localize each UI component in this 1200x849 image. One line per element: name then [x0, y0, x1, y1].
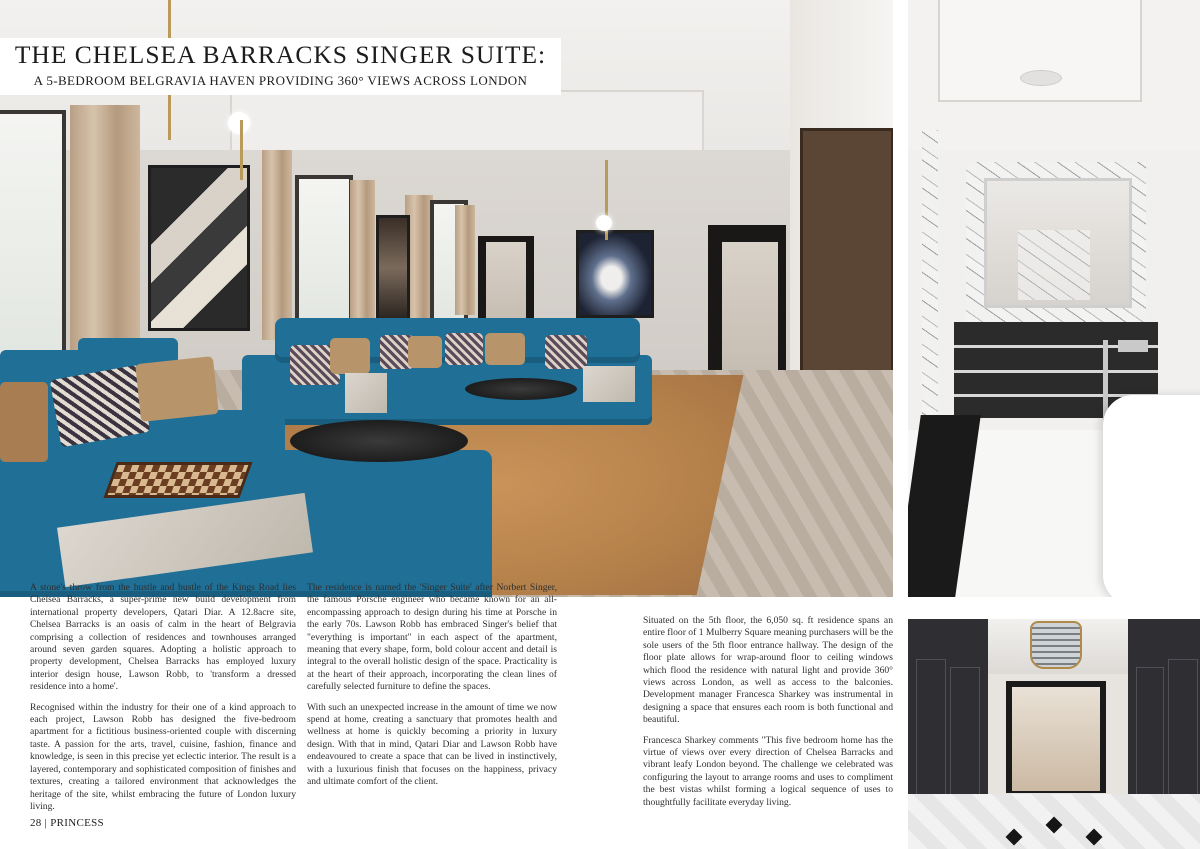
left-window: [0, 110, 66, 368]
curtain: [455, 205, 475, 315]
freestanding-bathtub: [1103, 395, 1200, 597]
chess-board: [103, 462, 252, 498]
paragraph: A stone's throw from the hustle and bustle of the Kings Road lies Chelsea Barracks, a super-prime new build development from international property developers, Qatari Diar. A 12.8acre site, Chelsea Barracks is an oasis of calm in the heart of Belgravia comprising a collection of residences and townhouses arranged around seven garden squares. Adopting a holistic approach to property development, Chelsea Barracks has employed luxury interior design house, Lawson Robb, to 'transform a dressed residence into a home'.: [30, 582, 296, 693]
tan-cushion: [135, 356, 219, 422]
paragraph: Recognised within the industry for their one of a kind approach to each project, Lawson Robb has designed the five-bedroom apartment for a fictitious business-oriented couple with discerning taste. A passion for the arts, travel, cuisine, fashion, finance and knowledge, is seen in this precise yet eclectic interior. The result is a layered, contemporary and sophisticated composition of finishes and textures, creating a tailored environment that acknowledges the heritage of the site, whilst embracing the future of London luxury living.: [30, 701, 296, 812]
artwork-small: [376, 215, 410, 321]
doorway-view-lounge: [1012, 687, 1100, 791]
doorway-view: [722, 242, 778, 372]
paragraph: Situated on the 5th floor, the 6,050 sq. ft residence spans an entire floor of 1 Mulberry Square meaning purchasers will be the sole users of the 5th floor entrance hallway. The design of the floor plate allows for wrap-around floor to ceiling windows which flood the residence with natural light and provide 360° views across London, as well as access to the balconies. Development manager Francesca Sharkey was instrumental in designing a space that ensures each room is both functional and beautiful.: [643, 615, 893, 726]
article-subtitle: A 5-BEDROOM BELGRAVIA HAVEN PROVIDING 360° VIEWS ACROSS LONDON: [33, 73, 528, 88]
mirror-reflection: [1018, 230, 1090, 300]
throw-blanket: [583, 366, 635, 402]
doorway-view: [486, 242, 526, 322]
text-column-3: [643, 615, 893, 817]
marble-wall-panel: [922, 130, 938, 440]
hall-lantern-pendant: [1030, 621, 1082, 669]
abstract-artwork-large: [148, 165, 250, 331]
tan-cushion: [485, 333, 525, 365]
curtain: [262, 150, 292, 340]
ceiling-tray: [938, 0, 1142, 102]
article-title: THE CHELSEA BARRACKS SINGER SUITE:: [14, 40, 547, 69]
curtain: [350, 180, 375, 325]
pendant-bulb: [228, 112, 250, 134]
patterned-cushion: [445, 333, 483, 365]
patterned-cushion: [545, 335, 587, 369]
paragraph: Francesca Sharkey comments "This five bedroom home has the virtue of views over every direction of Chelsea Barracks and vibrant leafy London beyond. The challenge we celebrated was configuring the layout to arrange rooms and uses to compliment the best vistas whilst forming a logical sequence of uses to thoughtfully facilitate everyday living.: [643, 734, 893, 808]
pendant-rod: [240, 120, 243, 180]
hallway-photo: [908, 619, 1200, 849]
vanity-trim: [954, 370, 1158, 373]
coffee-table-back: [465, 378, 577, 400]
window: [295, 175, 353, 333]
pendant-bulb: [596, 215, 612, 231]
text-column-1: [30, 582, 296, 821]
abstract-artwork-blue: [576, 230, 654, 318]
curtain-left: [70, 105, 140, 355]
title-block: [0, 38, 561, 95]
text-column-2: [307, 582, 557, 797]
bathroom-photo: [908, 0, 1200, 597]
paragraph: With such an unexpected increase in the amount of time we now spend at home, creating a sanctuary that promotes health and wellness at home is quickly becoming a priority in luxury design. With that in mind, Qatari Diar and Lawson Robb have endeavoured to create a space that can be lived in instinctively, with a luxurious finish that focuses on the happiness, privacy and ultimate comfort of the client.: [307, 701, 557, 788]
ceiling-spotlight: [1020, 70, 1062, 86]
tan-cushion: [330, 338, 370, 374]
tan-cushion: [408, 336, 442, 368]
throw-blanket: [345, 373, 387, 413]
round-coffee-table: [290, 420, 468, 462]
tap-spout: [1118, 340, 1148, 352]
tan-cushion: [0, 382, 48, 462]
page-folio: 28 | PRINCESS: [30, 817, 104, 829]
paragraph: The residence is named the 'Singer Suite' after Norbert Singer, the famous Porsche engineer who became known for an all-encompassing approach to design during his time at Porsche in the early 70s. Lawson Robb has embraced Singer's belief that "everything is important" in each aspect of the apartment, meaning that every shape, form, bold colour accent and detail is integral to the overall holistic design of the space. Practicality is at the heart of their approach, incorporating the clean lines of carefully selected furniture to define the spaces.: [307, 582, 557, 693]
